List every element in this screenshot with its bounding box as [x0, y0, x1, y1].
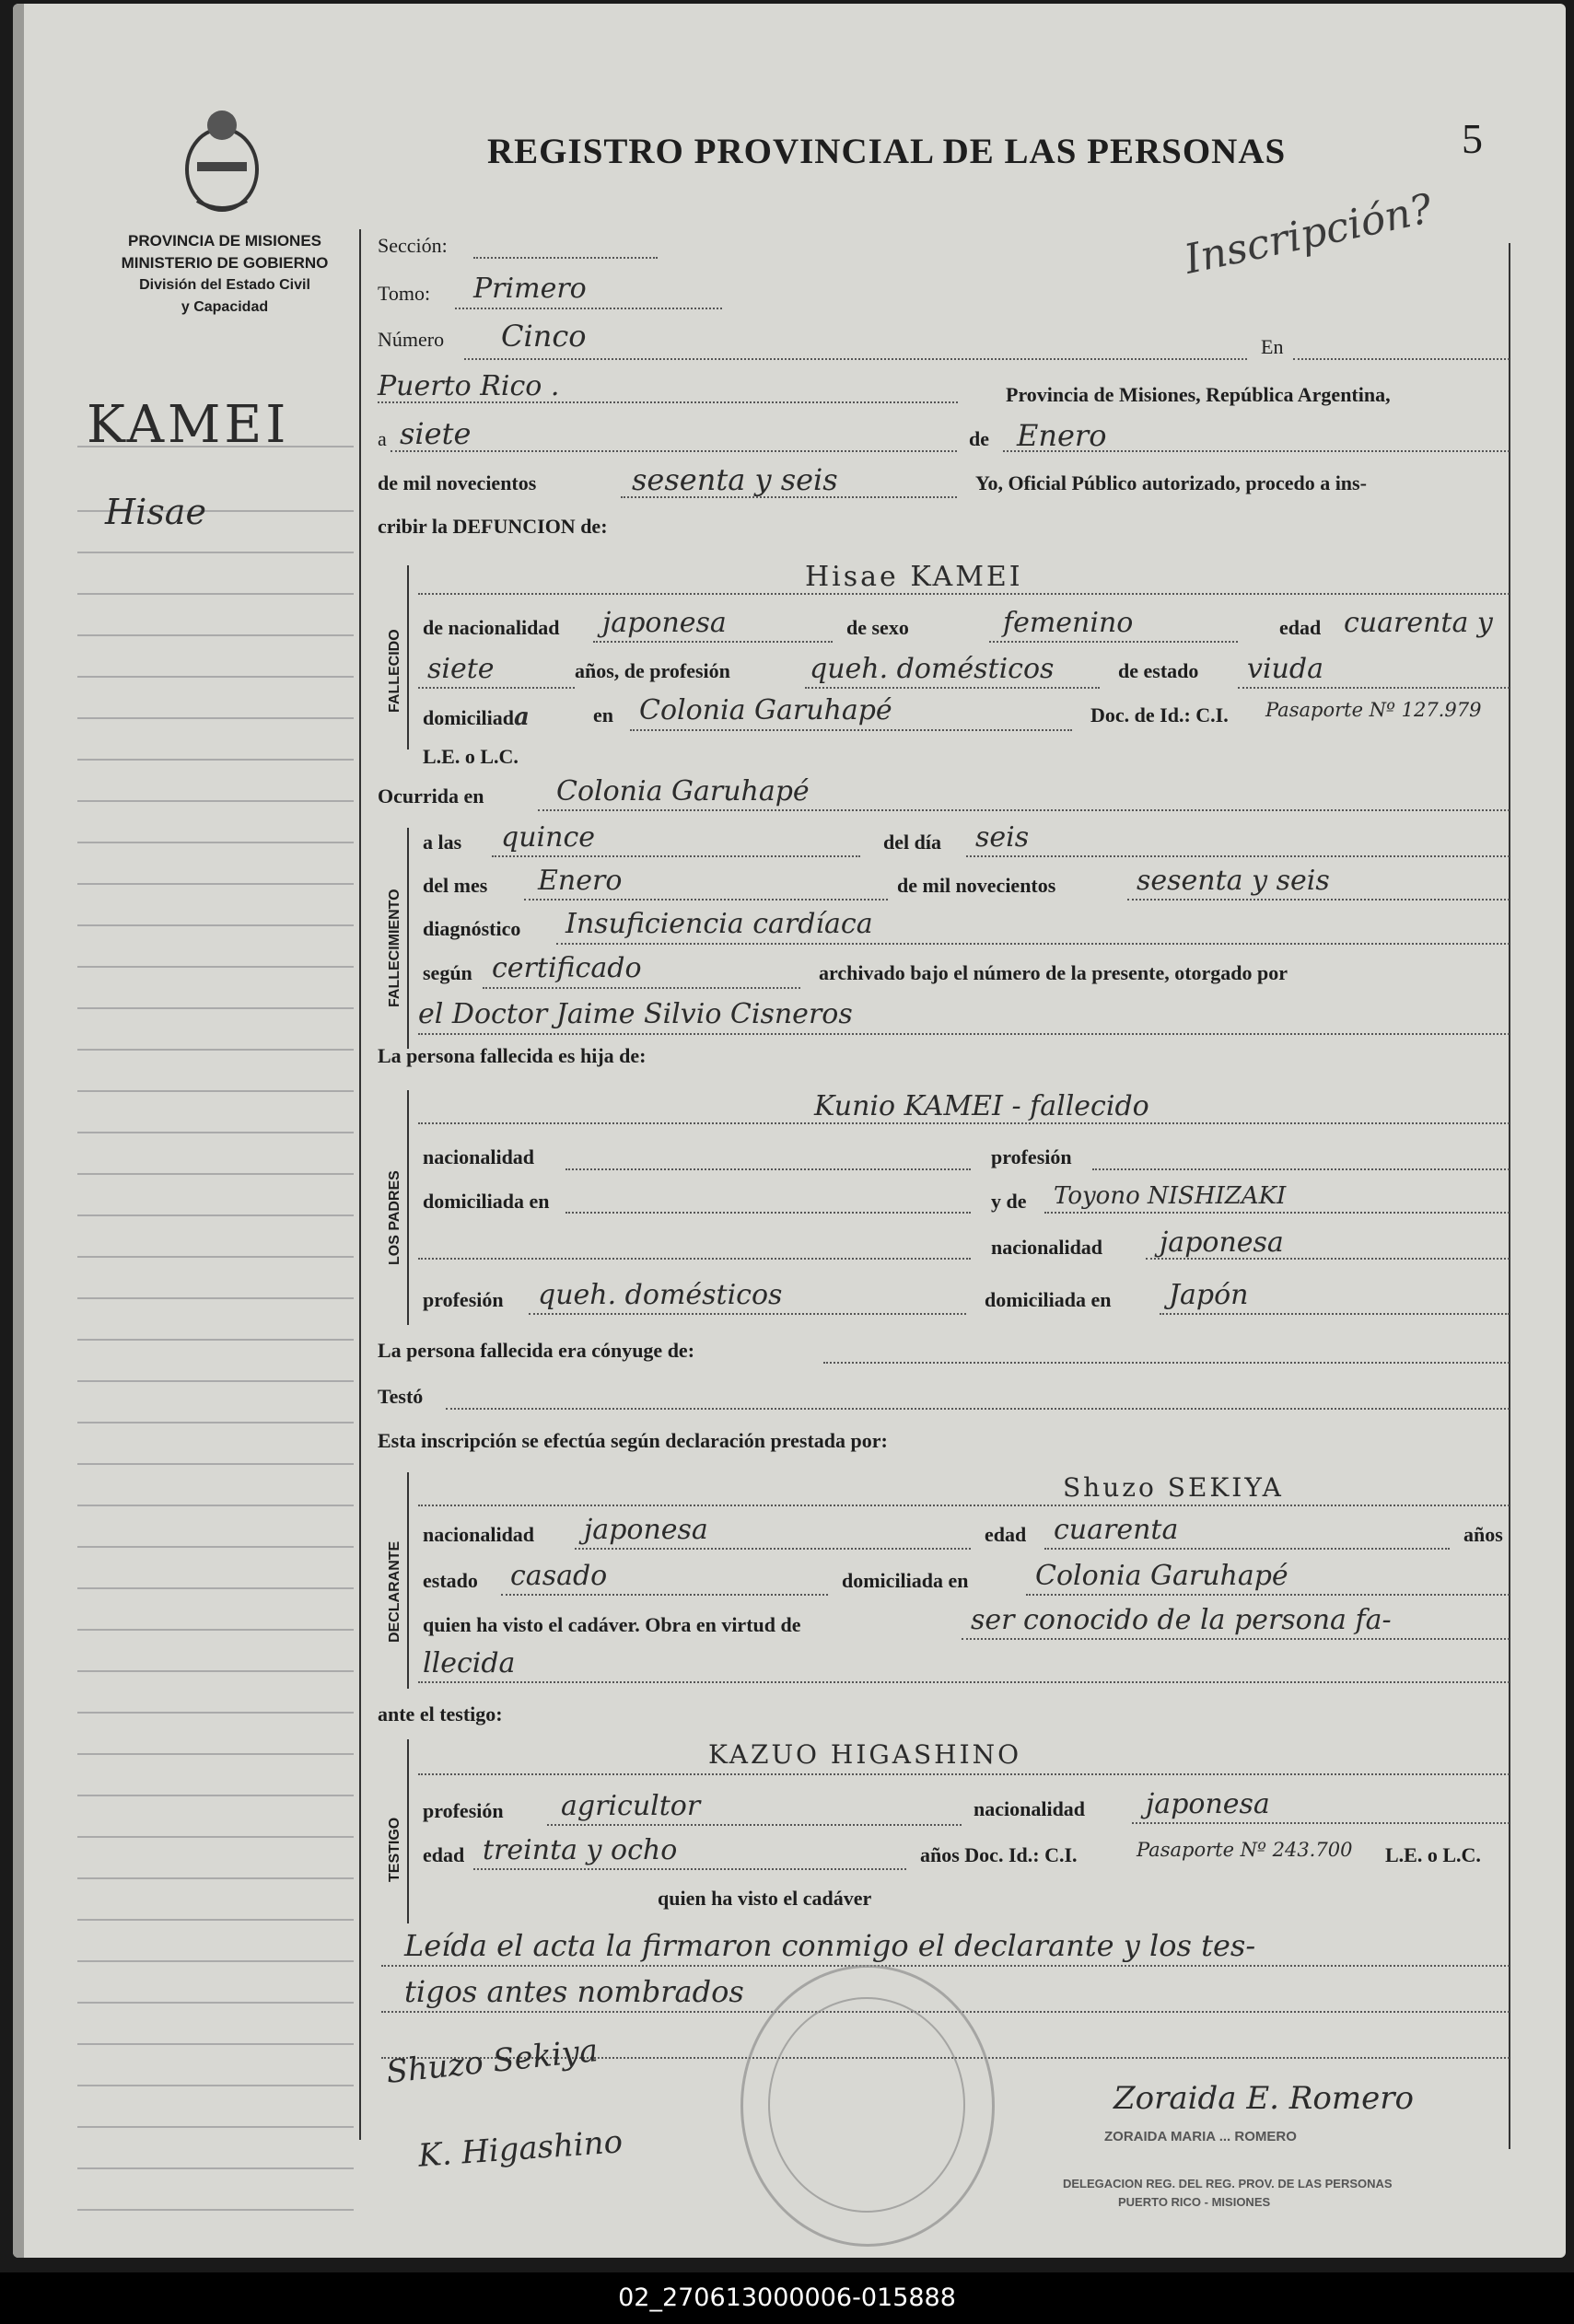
- mes-value-f: Enero: [538, 865, 623, 897]
- provincia-text: Provincia de Misiones, República Argentina,: [1006, 383, 1391, 406]
- official-print-name: ZORAIDA MARIA ... ROMERO: [1104, 2129, 1297, 2144]
- declarante-estado-label: estado: [423, 1569, 478, 1592]
- declarante-estado: casado: [510, 1560, 608, 1592]
- madre-value: Toyono NISHIZAKI: [1054, 1182, 1287, 1210]
- domicilio-suffix: a: [514, 703, 530, 731]
- fallecido-nacionalidad-label: de nacionalidad: [423, 616, 560, 639]
- doctor-value: el Doctor Jaime Silvio Cisneros: [418, 998, 853, 1030]
- madre-dom-value: Japón: [1169, 1279, 1249, 1311]
- margin-surname: KAMEI: [87, 395, 290, 455]
- dia-label: del día: [883, 831, 941, 854]
- diag-value: Insuficiencia cardíaca: [565, 908, 873, 940]
- hora-value: quince: [501, 821, 595, 854]
- inscribir-text: cribir la DEFUNCION de:: [378, 515, 608, 538]
- domicilio-value: Colonia Garuhapé: [639, 694, 892, 726]
- padre-value: Kunio KAMEI - fallecido: [814, 1090, 1149, 1122]
- declarante-edad-label: edad: [985, 1523, 1027, 1546]
- declarante-intro: Esta inscripción se efectúa según declaración prestada por:: [378, 1429, 888, 1452]
- fallecido-nacionalidad: japonesa: [602, 607, 727, 639]
- org-line-capacidad: y Capacidad: [181, 299, 269, 315]
- numero-value: Cinco: [501, 319, 587, 354]
- section-padres: LOS PADRES: [387, 1170, 402, 1265]
- ocurrida-label: Ocurrida en: [378, 784, 484, 808]
- edad-label: edad: [1279, 616, 1322, 639]
- sexo-value: femenino: [1003, 607, 1134, 639]
- mes-value: Enero: [1017, 418, 1107, 453]
- padres-intro: La persona fallecida es hija de:: [378, 1044, 647, 1067]
- padre-prof-label: profesión: [991, 1145, 1072, 1168]
- oficial-text: Yo, Oficial Público autorizado, procedo a ins-: [975, 471, 1367, 494]
- anio-prefix: de mil novecientos: [378, 471, 537, 494]
- handwritten-annotation: Inscripción?: [1180, 185, 1437, 284]
- profesion-value: queh. domésticos: [810, 653, 1055, 685]
- anio-value-f: sesenta y seis: [1137, 865, 1330, 897]
- signature-declarante: Shuzo Sekiya: [384, 2032, 600, 2091]
- testigo-prof: agricultor: [561, 1790, 701, 1822]
- margin-divider: [359, 229, 361, 2140]
- org-line-ministry: MINISTERIO DE GOBIERNO: [121, 254, 329, 272]
- file-id-bar: 02_270613000006-015888: [0, 2272, 1574, 2324]
- signature-official: Zoraida E. Romero: [1113, 2080, 1414, 2117]
- page-title: REGISTRO PROVINCIAL DE LAS PERSONAS: [487, 132, 1287, 171]
- place-value: Puerto Rico .: [378, 370, 560, 402]
- official-town: PUERTO RICO - MISIONES: [1118, 2195, 1271, 2209]
- testigo-edad-label: edad: [423, 1843, 465, 1866]
- domicilio-label: [423, 703, 530, 731]
- ocurrida-value: Colonia Garuhapé: [556, 775, 810, 808]
- tomo-value: Primero: [473, 273, 587, 305]
- madre-prof-label: profesión: [423, 1288, 504, 1311]
- madre-prof-value: queh. domésticos: [538, 1279, 783, 1311]
- closing-line-2: tigos antes nombrados: [404, 1974, 744, 2009]
- declarante-obra-text: quien ha visto el cadáver. Obra en virtud de: [423, 1613, 801, 1636]
- edad-value-1: cuarenta y: [1344, 607, 1493, 639]
- domicilio-en-label: en: [593, 703, 613, 726]
- declarante-edad: cuarenta: [1054, 1514, 1179, 1546]
- hora-label: a las: [423, 831, 462, 854]
- estado-value: viuda: [1247, 653, 1323, 685]
- declarante-dom: Colonia Garuhapé: [1035, 1560, 1288, 1592]
- padre-dom-label: domiciliada en: [423, 1190, 550, 1213]
- testigo-intro: ante el testigo:: [378, 1702, 503, 1726]
- org-header: [77, 230, 372, 319]
- testigo-doc: Pasaporte Nº 243.700: [1137, 1839, 1353, 1861]
- section-testigo: TESTIGO: [387, 1817, 402, 1882]
- madre-nac-label: nacionalidad: [991, 1236, 1103, 1259]
- domicilio-label-text: domiciliad: [423, 706, 515, 729]
- doc-value: Pasaporte Nº 127.979: [1265, 699, 1482, 721]
- testigo-nac: japonesa: [1146, 1788, 1270, 1820]
- estado-label: de estado: [1118, 659, 1199, 682]
- profesion-label: años, de profesión: [575, 659, 730, 682]
- declarante-obra: ser conocido de la persona fa-: [971, 1604, 1392, 1636]
- diag-label: diagnóstico: [423, 917, 521, 940]
- seccion-label: Sección:: [378, 234, 448, 257]
- testigo-name: KAZUO HIGASHINO: [708, 1739, 1022, 1770]
- page-binding-edge: [13, 4, 24, 2258]
- testigo-visto: quien ha visto el cadáver: [658, 1887, 872, 1910]
- padre-nac-label: nacionalidad: [423, 1145, 535, 1168]
- sexo-label: de sexo: [846, 616, 909, 639]
- coat-of-arms-icon: [179, 105, 265, 215]
- madre-nac-value: japonesa: [1160, 1226, 1284, 1259]
- testigo-le-label: L.E. o L.C.: [1385, 1843, 1481, 1866]
- conyuge-label: La persona fallecida era cónyuge de:: [378, 1339, 695, 1362]
- madre-dom-label: domiciliada en: [985, 1288, 1112, 1311]
- page-number: 5: [1462, 115, 1483, 162]
- testigo-nac-label: nacionalidad: [974, 1797, 1086, 1820]
- closing-line-1: Leída el acta la firmaron conmigo el declarante y los tes-: [404, 1928, 1256, 1963]
- org-line-division: División del Estado Civil: [139, 277, 310, 293]
- anio-value: sesenta y seis: [632, 462, 838, 497]
- edad-value-2: siete: [427, 653, 495, 685]
- testigo-prof-label: profesión: [423, 1799, 504, 1822]
- segun-label: según: [423, 961, 472, 984]
- declarante-nac: japonesa: [584, 1514, 708, 1546]
- official-subtitle: DELEGACION REG. DEL REG. PROV. DE LAS PERSONAS: [1063, 2177, 1393, 2190]
- archivado-text: archivado bajo el número de la presente, otorgado por: [819, 961, 1288, 984]
- testo-label: Testó: [378, 1385, 424, 1408]
- declarante-nac-label: nacionalidad: [423, 1523, 535, 1546]
- de-label: de: [969, 427, 989, 450]
- section-fallecido: FALLECIDO: [387, 629, 402, 713]
- right-border: [1509, 243, 1510, 2149]
- segun-value: certificado: [492, 952, 642, 984]
- en-label: En: [1261, 335, 1284, 358]
- yde-label: y de: [991, 1190, 1027, 1213]
- dia-value: siete: [400, 416, 472, 451]
- mes-label: del mes: [423, 874, 488, 897]
- declarante-name: Shuzo SEKIYA: [1063, 1472, 1284, 1503]
- doc-label: Doc. de Id.: C.I.: [1090, 703, 1229, 726]
- dia-value-f: seis: [975, 821, 1030, 854]
- signature-testigo: K. Higashino: [416, 2123, 624, 2175]
- section-fallecimiento: FALLECIMIENTO: [387, 889, 402, 1007]
- a-label: a: [378, 427, 387, 450]
- le-label: L.E. o L.C.: [423, 745, 519, 768]
- testigo-doc-label: años Doc. Id.: C.I.: [920, 1843, 1078, 1866]
- testigo-edad: treinta y ocho: [483, 1834, 678, 1866]
- section-declarante: DECLARANTE: [387, 1540, 402, 1643]
- declarante-anios: años: [1463, 1523, 1503, 1546]
- fallecido-name: Hisae KAMEI: [805, 561, 1023, 593]
- tomo-label: Tomo:: [378, 282, 431, 305]
- margin-given-name: Hisae: [105, 492, 206, 532]
- numero-label: Número: [378, 328, 445, 351]
- official-stamp-inner: [768, 1997, 965, 2213]
- anio-label-f: de mil novecientos: [897, 874, 1056, 897]
- declarante-obra2: llecida: [423, 1647, 516, 1679]
- declarante-dom-label: domiciliada en: [842, 1569, 969, 1592]
- org-line-province: PROVINCIA DE MISIONES: [127, 232, 321, 250]
- document-page: [13, 4, 1566, 2258]
